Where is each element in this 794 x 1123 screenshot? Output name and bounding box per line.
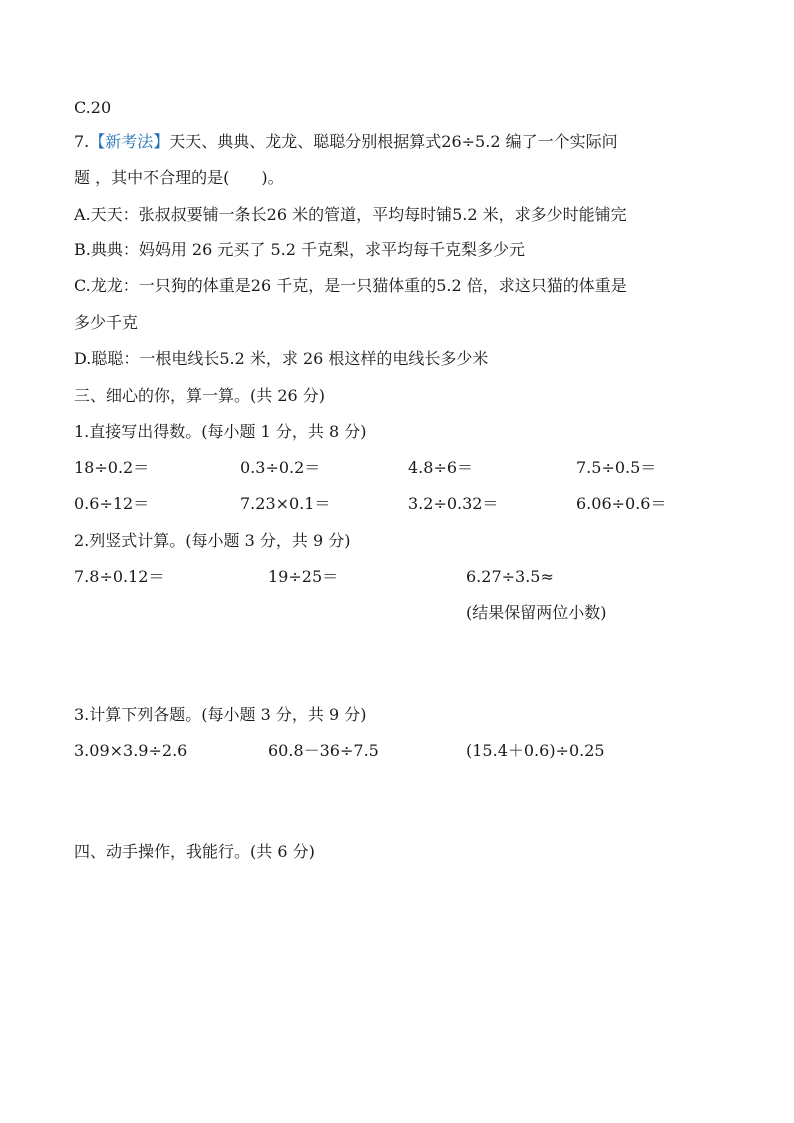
- rounding-note: (结果保留两位小数): [466, 603, 607, 622]
- mental-calc-item: 4.8÷6＝: [408, 458, 474, 477]
- option-c-line2: 多少千克: [74, 313, 139, 332]
- question-stem: 天天、典典、龙龙、聪聪分别根据算式26÷5.2 编了一个实际问: [169, 132, 618, 151]
- mental-calc-item: 7.23×0.1＝: [240, 494, 331, 513]
- mental-calc-item: 7.5÷0.5＝: [576, 458, 657, 477]
- part-1-title: 1.直接写出得数。(每小题 1 分，共 8 分): [74, 422, 367, 441]
- option-a: A.天天：张叔叔要铺一条长26 米的管道，平均每时铺5.2 米，求多少时能铺完: [74, 205, 627, 224]
- option-d: D.聪聪：一根电线长5.2 米，求 26 根这样的电线长多少米: [74, 349, 489, 368]
- mental-calc-item: 0.6÷12＝: [74, 494, 150, 513]
- section-3-title: 三、细心的你，算一算。(共 26 分): [74, 386, 326, 405]
- question-number: 7.: [74, 132, 90, 151]
- vertical-calc-item: 19÷25＝: [268, 567, 339, 586]
- option-c-line1: C.龙龙：一只狗的体重是26 千克，是一只猫体重的5.2 倍，求这只猫的体重是: [74, 276, 627, 295]
- calc-item: 3.09×3.9÷2.6: [74, 741, 188, 760]
- mental-calc-item: 0.3÷0.2＝: [240, 458, 321, 477]
- new-method-tag: 【新考法】: [89, 132, 170, 151]
- section-4-title: 四、动手操作，我能行。(共 6 分): [74, 842, 315, 861]
- calc-item: 60.8－36÷7.5: [268, 741, 379, 760]
- option-c-q6: C.20: [74, 98, 112, 117]
- calc-item: (15.4＋0.6)÷0.25: [466, 741, 605, 760]
- mental-calc-item: 6.06÷0.6＝: [576, 494, 667, 513]
- vertical-calc-item: 6.27÷3.5≈: [466, 567, 554, 586]
- vertical-calc-item: 7.8÷0.12＝: [74, 567, 165, 586]
- question-7-line2: 题 ，其中不合理的是( )。: [74, 168, 284, 187]
- mental-calc-item: 3.2÷0.32＝: [408, 494, 499, 513]
- option-b: B.典典：妈妈用 26 元买了 5.2 千克梨，求平均每千克梨多少元: [74, 240, 525, 259]
- mental-calc-item: 18÷0.2＝: [74, 458, 150, 477]
- question-7-line1: [74, 132, 618, 152]
- part-2-title: 2.列竖式计算。(每小题 3 分，共 9 分): [74, 531, 351, 550]
- part-3-title: 3.计算下列各题。(每小题 3 分，共 9 分): [74, 705, 367, 724]
